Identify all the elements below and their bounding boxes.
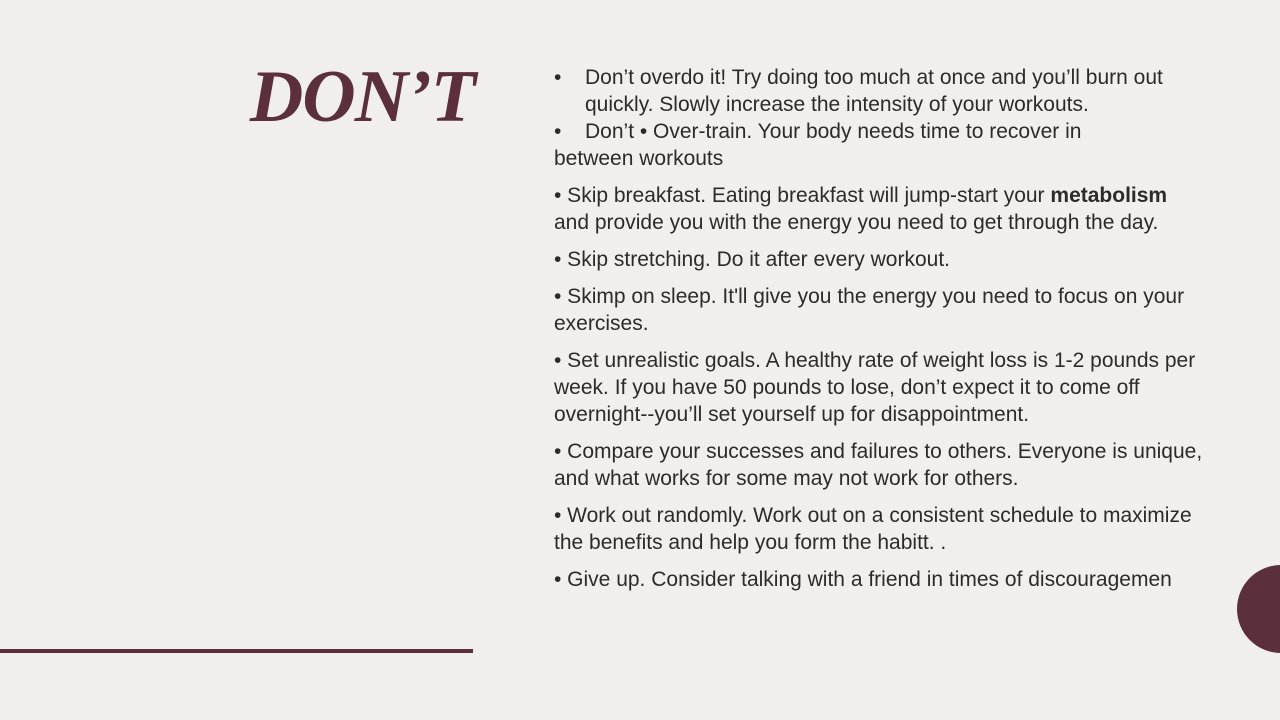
bold-term: metabolism: [1050, 184, 1168, 207]
paragraph-text: • Skip breakfast. Eating breakfast will jump-start your: [554, 184, 1051, 207]
body-paragraph: • Skimp on sleep. It'll give you the energy you need to focus on your exercises.: [554, 285, 1185, 335]
bullet-text: Don’t • Over-train. Your body needs time to recover in: [585, 120, 1082, 143]
body-paragraph: • Work out randomly. Work out on a consistent schedule to maximize the benefits and help you form the habitt. .: [554, 504, 1192, 554]
body-paragraph: • Compare your successes and failures to others. Everyone is unique, and what works for some may not work for others.: [554, 440, 1203, 490]
body-paragraph: between workouts: [554, 147, 724, 170]
body-paragraph: • Skip stretching. Do it after every workout.: [554, 248, 951, 271]
bullet-text: Don’t overdo it! Try doing too much at once and you’ll burn out quickly. Slowly increase the intensity of your workouts.: [585, 66, 1163, 116]
bullet-item: [554, 118, 1204, 145]
body-paragraph: • Set unrealistic goals. A healthy rate of weight loss is 1-2 pounds per week. If you have 50 pounds to lose, don’t expect it to come off overnight--you’ll set yourself up for disappointment.: [554, 349, 1196, 426]
bullet-item: [554, 64, 1204, 118]
bullet-marker: •: [554, 120, 562, 143]
slide-body: [554, 64, 1204, 603]
title-underline: [0, 649, 473, 653]
slide-title: DON’T: [249, 56, 475, 138]
body-paragraph: [554, 182, 1204, 236]
decorative-circle: [1237, 565, 1280, 653]
bullet-marker: •: [554, 66, 562, 89]
body-paragraph: • Give up. Consider talking with a friend in times of discouragemen: [554, 568, 1172, 591]
paragraph-text: and provide you with the energy you need to get through the day.: [554, 211, 1159, 234]
